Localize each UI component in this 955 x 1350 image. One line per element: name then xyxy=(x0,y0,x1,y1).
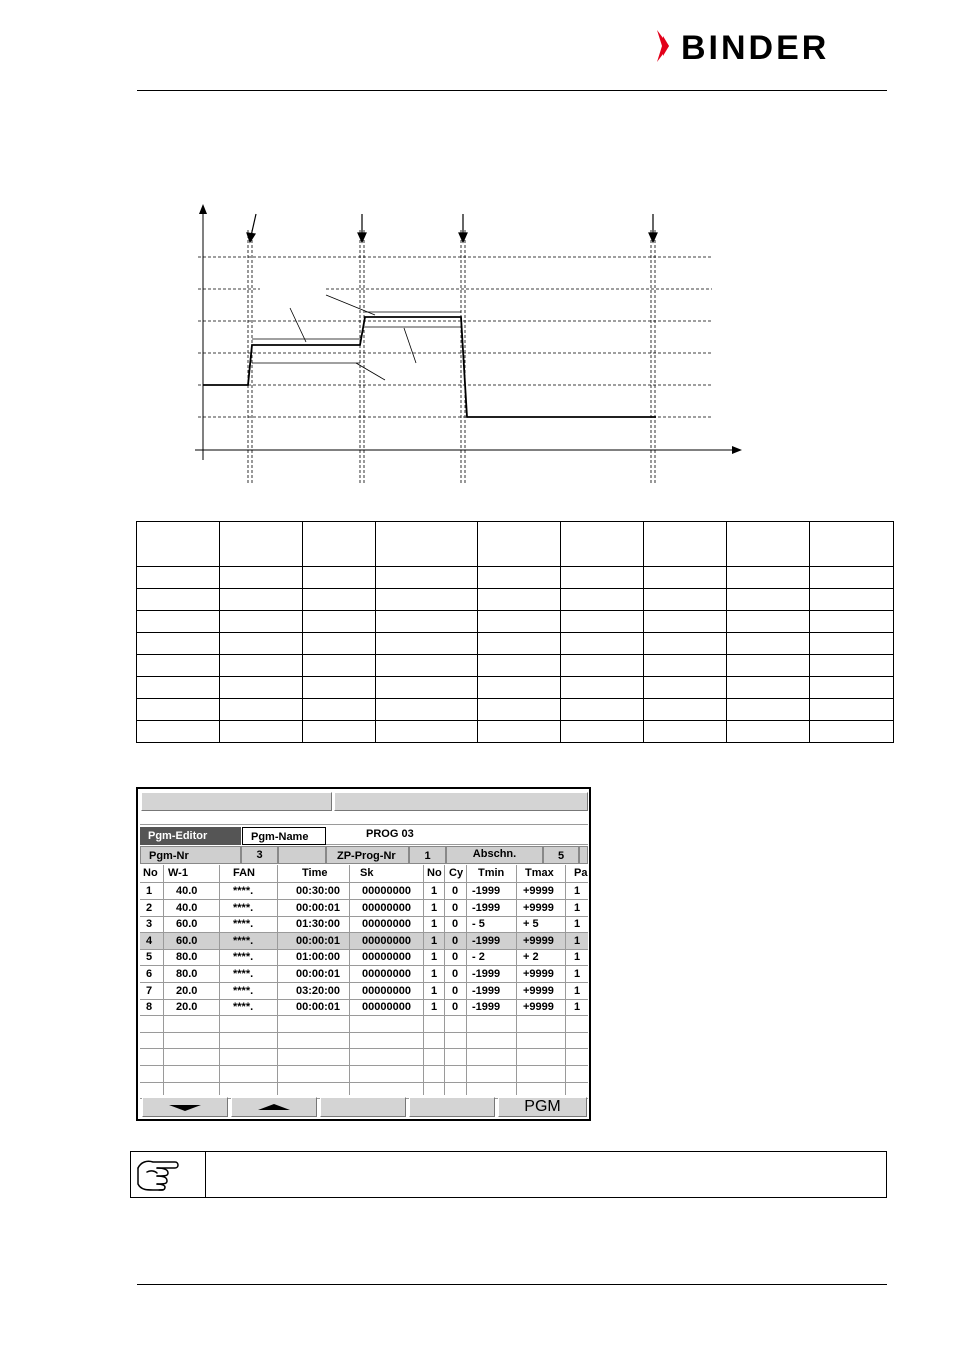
row-pa: 1 xyxy=(574,984,581,997)
row-w1: 40.0 xyxy=(176,885,198,897)
row-tmin: -1999 xyxy=(472,1001,501,1014)
table-row xyxy=(137,721,894,743)
empty-row[interactable] xyxy=(140,1016,588,1033)
col-fan: FAN xyxy=(233,867,255,879)
table-row xyxy=(137,699,894,721)
table-row xyxy=(137,633,894,655)
row-cy: 0 xyxy=(452,1001,459,1014)
top-left-button[interactable] xyxy=(141,792,332,811)
row-no2: 1 xyxy=(431,901,438,914)
row-pa: 1 xyxy=(574,968,581,980)
row-no2: 1 xyxy=(431,984,438,997)
arrow-down-icon xyxy=(165,1098,205,1116)
row-cy: 0 xyxy=(452,984,459,997)
row-sk: 00000000 xyxy=(362,901,411,914)
row-no2: 1 xyxy=(431,951,438,964)
row-time: 01:30:00 xyxy=(296,918,341,931)
grid-line xyxy=(444,865,445,1095)
table-row[interactable] xyxy=(140,883,588,900)
note-box xyxy=(130,1151,887,1198)
row-tmax: +9999 xyxy=(523,968,554,980)
row-pa: 1 xyxy=(574,901,581,914)
grid-line xyxy=(219,865,220,1095)
controller-screen xyxy=(136,787,591,1121)
col-cy: Cy xyxy=(449,867,464,879)
row-pa: 1 xyxy=(574,951,581,964)
col-time: Time xyxy=(302,867,328,879)
table-row[interactable] xyxy=(140,900,588,917)
row-time: 00:00:01 xyxy=(296,901,341,914)
abschn-value[interactable]: 5 xyxy=(543,846,579,864)
row-pa: 1 xyxy=(574,934,581,947)
row-time: 00:00:01 xyxy=(296,968,341,980)
col-tmin: Tmin xyxy=(478,867,505,879)
pointing-hand-icon xyxy=(135,1156,181,1194)
program-diagram xyxy=(180,200,760,490)
grid-line xyxy=(163,865,164,1095)
info-spacer xyxy=(278,846,326,864)
row-no2: 1 xyxy=(431,934,438,947)
row-sk: 00000000 xyxy=(362,918,411,931)
row-tmin: - 5 xyxy=(472,918,485,931)
row-pa: 1 xyxy=(574,918,581,931)
row-no: 1 xyxy=(146,885,153,897)
note-divider xyxy=(205,1152,206,1197)
column-header-row xyxy=(140,865,588,883)
row-w1: 20.0 xyxy=(176,1001,198,1014)
binder-logo xyxy=(655,28,887,64)
arrow-up-icon xyxy=(254,1098,294,1116)
row-sk: 00000000 xyxy=(362,968,411,980)
pgm-name-value[interactable]: PROG 03 xyxy=(326,827,588,845)
row-no: 3 xyxy=(146,918,153,931)
table-row xyxy=(137,589,894,611)
row-no2: 1 xyxy=(431,885,438,897)
col-no2: No xyxy=(427,867,442,879)
empty-row[interactable] xyxy=(140,1066,588,1083)
footer-rule xyxy=(137,1284,887,1285)
row-tmax: + 5 xyxy=(523,918,539,931)
row-time: 03:20:00 xyxy=(296,984,341,997)
row-fan: ****. xyxy=(233,968,254,980)
row-tmin: -1999 xyxy=(472,885,501,897)
table-row[interactable] xyxy=(140,999,588,1016)
pgm-nr-label: Pgm-Nr xyxy=(140,846,241,864)
svg-text:BINDER: BINDER xyxy=(681,29,830,64)
spacer-row xyxy=(140,813,588,825)
grid-line xyxy=(423,865,424,1095)
table-row[interactable] xyxy=(140,916,588,933)
row-time: 01:00:00 xyxy=(296,951,341,964)
row-no: 7 xyxy=(146,984,153,997)
table-row xyxy=(137,655,894,677)
row-tmin: - 2 xyxy=(472,951,485,964)
row-fan: ****. xyxy=(233,918,254,931)
row-tmax: +9999 xyxy=(523,901,554,914)
row-cy: 0 xyxy=(452,968,459,980)
top-right-button[interactable] xyxy=(334,792,588,811)
table-row[interactable] xyxy=(140,983,588,1000)
row-fan: ****. xyxy=(233,984,254,997)
pgm-button[interactable]: PGM xyxy=(498,1097,587,1117)
col-no: No xyxy=(143,867,158,879)
row-pa: 1 xyxy=(574,1001,581,1014)
row-w1: 80.0 xyxy=(176,951,198,964)
row-cy: 0 xyxy=(452,901,459,914)
row-fan: ****. xyxy=(233,934,254,947)
abschn-label: Abschn. xyxy=(446,846,543,864)
row-cy: 0 xyxy=(452,918,459,931)
row-w1: 60.0 xyxy=(176,918,198,931)
row-tmin: -1999 xyxy=(472,934,501,947)
pgm-editor-tab[interactable]: Pgm-Editor xyxy=(140,827,241,845)
row-no2: 1 xyxy=(431,1001,438,1014)
row-no: 8 xyxy=(146,1001,153,1014)
row-sk: 00000000 xyxy=(362,984,411,997)
row-cy: 0 xyxy=(452,951,459,964)
row-no: 2 xyxy=(146,901,153,914)
row-tmax: +9999 xyxy=(523,984,554,997)
row-pa: 1 xyxy=(574,885,581,897)
grid-line xyxy=(565,865,566,1095)
row-sk: 00000000 xyxy=(362,885,411,897)
row-fan: ****. xyxy=(233,885,254,897)
table-row[interactable] xyxy=(140,933,588,950)
row-tmin: -1999 xyxy=(472,901,501,914)
row-w1: 80.0 xyxy=(176,968,198,980)
grid-line xyxy=(516,865,517,1095)
row-tmax: +9999 xyxy=(523,885,554,897)
col-w1: W-1 xyxy=(168,867,188,879)
col-sk: Sk xyxy=(360,867,374,879)
row-time: 00:00:01 xyxy=(296,934,341,947)
row-tmin: -1999 xyxy=(472,968,501,980)
table-header-row xyxy=(137,522,894,567)
program-table xyxy=(136,521,894,743)
row-tmin: -1999 xyxy=(472,984,501,997)
row-fan: ****. xyxy=(233,951,254,964)
blank-button-2[interactable] xyxy=(409,1097,495,1117)
scroll-up-button[interactable] xyxy=(231,1097,317,1117)
zp-prog-nr-value[interactable]: 1 xyxy=(409,846,446,864)
row-no: 4 xyxy=(146,934,153,947)
row-cy: 0 xyxy=(452,934,459,947)
row-tmax: +9999 xyxy=(523,1001,554,1014)
row-no: 6 xyxy=(146,968,153,980)
row-tmax: + 2 xyxy=(523,951,539,964)
row-cy: 0 xyxy=(452,885,459,897)
col-tmax: Tmax xyxy=(525,867,554,879)
row-fan: ****. xyxy=(233,1001,254,1014)
row-fan: ****. xyxy=(233,901,254,914)
table-row[interactable] xyxy=(140,949,588,966)
row-no: 5 xyxy=(146,951,153,964)
scroll-down-button[interactable] xyxy=(142,1097,228,1117)
grid-line xyxy=(349,865,350,1095)
pgm-nr-value[interactable]: 3 xyxy=(241,846,278,864)
empty-row[interactable] xyxy=(140,1032,588,1049)
row-time: 00:30:00 xyxy=(296,885,341,897)
table-row xyxy=(137,611,894,633)
row-w1: 60.0 xyxy=(176,934,198,947)
header-rule xyxy=(137,90,887,91)
row-w1: 20.0 xyxy=(176,984,198,997)
table-row xyxy=(137,567,894,589)
blank-button-1[interactable] xyxy=(320,1097,406,1117)
row-sk: 00000000 xyxy=(362,951,411,964)
row-no2: 1 xyxy=(431,918,438,931)
pgm-name-label: Pgm-Name xyxy=(242,827,326,845)
col-pa: Pa xyxy=(574,867,588,879)
row-no2: 1 xyxy=(431,968,438,980)
grid-line xyxy=(277,865,278,1095)
row-w1: 40.0 xyxy=(176,901,198,914)
row-time: 00:00:01 xyxy=(296,1001,341,1014)
info-end xyxy=(579,846,588,864)
zp-prog-nr-label: ZP-Prog-Nr xyxy=(326,846,409,864)
grid-line xyxy=(466,865,467,1095)
table-row xyxy=(137,677,894,699)
row-tmax: +9999 xyxy=(523,934,554,947)
table-row[interactable] xyxy=(140,966,588,983)
row-sk: 00000000 xyxy=(362,934,411,947)
row-sk: 00000000 xyxy=(362,1001,411,1014)
empty-row[interactable] xyxy=(140,1049,588,1066)
